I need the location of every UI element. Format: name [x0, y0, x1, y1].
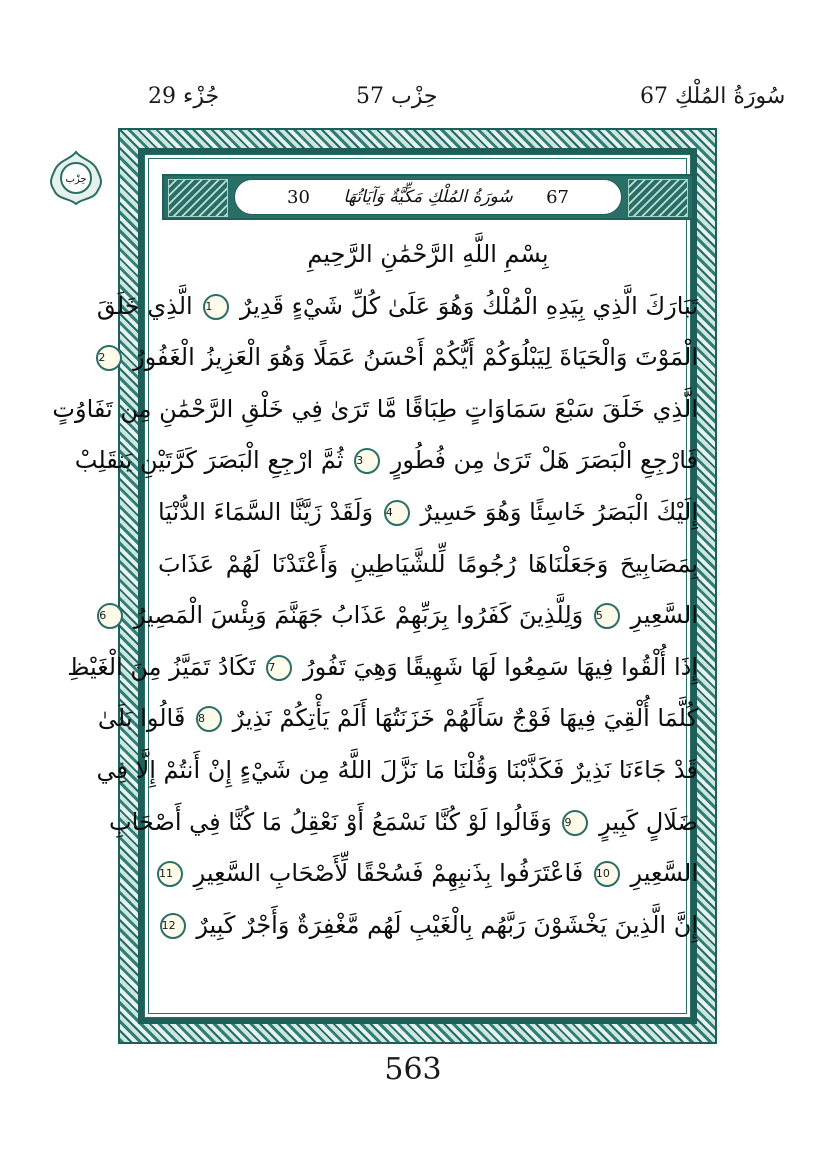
- ayah-number-marker: 11: [157, 861, 183, 887]
- basmala: [158, 232, 698, 276]
- verse-text: فَارْجِعِ الْبَصَرَ هَلْ تَرَىٰ مِن فُطُورٍ: [390, 446, 698, 474]
- ayah-number-marker: 5: [594, 603, 620, 629]
- header-surah: 67 سُورَةُ المُلْكِ: [640, 84, 786, 109]
- verse-line: [158, 542, 698, 586]
- verse-line: [99, 593, 698, 637]
- ayah-number-marker: 8: [196, 706, 222, 732]
- header-juz: جُزْء 29: [148, 84, 220, 109]
- verse-line: [98, 335, 698, 379]
- verse-text: وَقَالُوا لَوْ كُنَّا نَسْمَعُ أَوْ نَعْقِلُ مَا كُنَّا فِي أَصْحَابِ: [109, 808, 552, 836]
- ayah-number-marker: 1: [203, 294, 229, 320]
- ayah-number-marker: 2: [96, 345, 122, 371]
- header-hizb: حِزْب 57: [356, 84, 438, 109]
- ayah-number-marker: 3: [354, 448, 380, 474]
- surah-banner: [162, 174, 694, 220]
- banner-center: [234, 179, 622, 215]
- verse-text: كُلَّمَا أُلْقِيَ فِيهَا فَوْجٌ سَأَلَهُمْ خَزَنَتُهَا أَلَمْ يَأْتِكُمْ نَذِيرٌ: [232, 704, 698, 732]
- banner-surah-number: 67: [546, 186, 569, 208]
- verse-text: إِنَّ الَّذِينَ يَخْشَوْنَ رَبَّهُم بِالْغَيْبِ لَهُم مَّغْفِرَةٌ وَأَجْرٌ كَبِيرٌ: [196, 911, 698, 939]
- page-number: 563: [384, 1052, 442, 1087]
- verse-text: قَالُوا بَلَىٰ: [97, 704, 186, 732]
- verse-line: [52, 387, 698, 431]
- verse-line: [96, 748, 698, 792]
- verse-text: قَدْ جَاءَنَا نَذِيرٌ فَكَذَّبْنَا وَقُلْنَا مَا نَزَّلَ اللَّهُ مِن شَيْءٍ إِنْ أَنتُمْ إِلَّا فِي: [96, 756, 698, 784]
- ayah-number-marker: 6: [97, 603, 123, 629]
- banner-title: سُورَةُ المُلْكِ مَكِّيَّةٌ وَآيَاتُهَا: [343, 187, 513, 207]
- verse-text: السَّعِيرِ: [630, 601, 698, 629]
- verse-line: [158, 490, 698, 534]
- hizb-marker-label: حِزْب: [65, 174, 87, 185]
- banner-ayah-count: 30: [287, 186, 310, 208]
- verse-line: [74, 438, 698, 482]
- banner-ornament-right: [628, 179, 688, 217]
- verse-text: تَكَادُ تَمَيَّزُ مِنَ الْغَيْظِ: [67, 653, 256, 681]
- ayah-number-marker: 4: [384, 500, 410, 526]
- ayah-number-marker: 9: [562, 810, 588, 836]
- verse-text: بِسْمِ اللَّهِ الرَّحْمَٰنِ الرَّحِيمِ: [307, 240, 549, 268]
- verse-line: [96, 284, 698, 328]
- ayah-number-marker: 12: [160, 913, 186, 939]
- verse-line: [109, 800, 698, 844]
- verse-text: وَلِلَّذِينَ كَفَرُوا بِرَبِّهِمْ عَذَابُ جَهَنَّمَ وَبِئْسَ الْمَصِيرُ: [133, 601, 584, 629]
- verse-text: فَاعْتَرَفُوا بِذَنبِهِمْ فَسُحْقًا لِّأَصْحَابِ السَّعِيرِ: [193, 859, 584, 887]
- verse-text: وَلَقَدْ زَيَّنَّا السَّمَاءَ الدُّنْيَا: [158, 498, 374, 526]
- verse-text: إِلَيْكَ الْبَصَرُ خَاسِئًا وَهُوَ حَسِيرٌ: [420, 498, 699, 526]
- verse-text: تَبَارَكَ الَّذِي بِيَدِهِ الْمُلْكُ وَهُوَ عَلَىٰ كُلِّ شَيْءٍ قَدِيرٌ: [239, 292, 698, 320]
- verse-line: [67, 645, 698, 689]
- verse-text: السَّعِيرِ: [630, 859, 698, 887]
- verse-text: إِذَا أُلْقُوا فِيهَا سَمِعُوا لَهَا شَهِيقًا وَهِيَ تَفُورُ: [303, 653, 698, 681]
- hizb-marker-icon: [48, 150, 104, 206]
- verse-text: الْمَوْتَ وَالْحَيَاةَ لِيَبْلُوَكُمْ أَيُّكُمْ أَحْسَنُ عَمَلًا وَهُوَ الْعَزِيزُ الْغَفُورُ: [133, 343, 698, 371]
- ayah-number-marker: 7: [266, 655, 292, 681]
- verse-text: بِمَصَابِيحَ وَجَعَلْنَاهَا رُجُومًا لِّلشَّيَاطِينِ وَأَعْتَدْنَا لَهُمْ عَذَابَ: [158, 550, 698, 578]
- ayah-number-marker: 10: [594, 861, 620, 887]
- verse-line: [158, 903, 698, 947]
- verse-text: الَّذِي خَلَقَ: [96, 292, 193, 320]
- verse-text: ثُمَّ ارْجِعِ الْبَصَرَ كَرَّتَيْنِ يَنقَلِبْ: [74, 446, 344, 474]
- verse-line: [97, 696, 698, 740]
- banner-ornament-left: [168, 179, 228, 217]
- verse-text: ضَلَالٍ كَبِيرٍ: [599, 808, 698, 836]
- verse-line: [158, 851, 698, 895]
- verse-text: الَّذِي خَلَقَ سَبْعَ سَمَاوَاتٍ طِبَاقًا مَّا تَرَىٰ فِي خَلْقِ الرَّحْمَٰنِ مِن تَفَاوُتٍ: [52, 395, 698, 423]
